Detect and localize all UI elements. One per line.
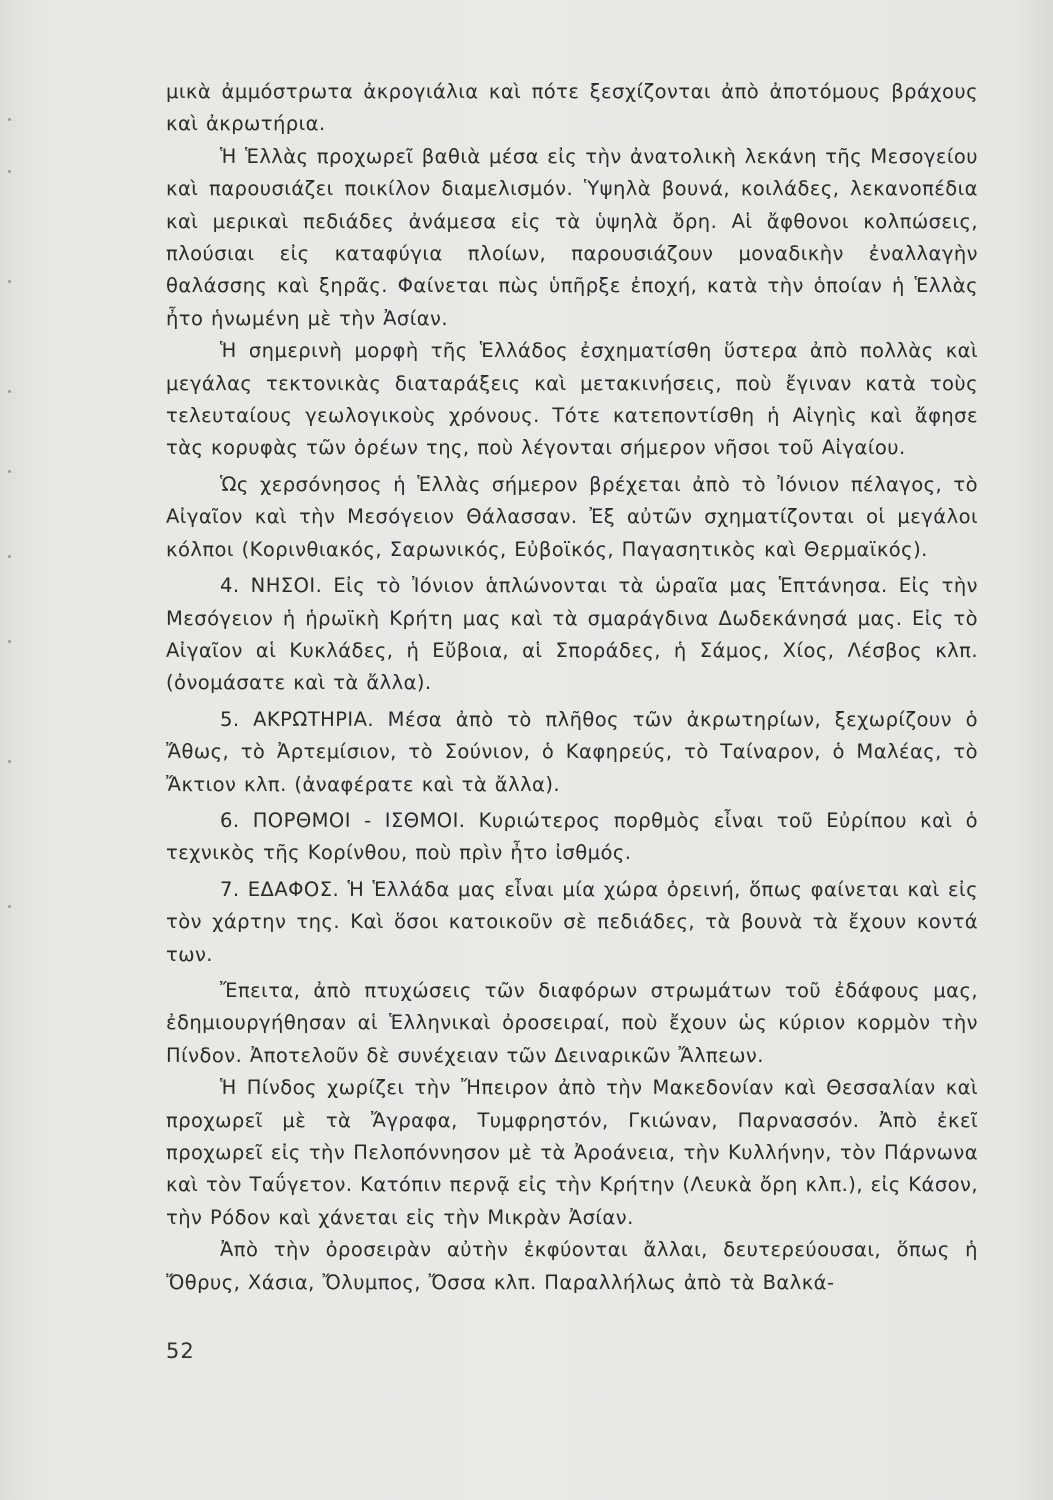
paragraph-current-form: Ἡ σημερινὴ μορφὴ τῆς Ἑλλάδος ἐσχηματίσθη ὕστερα ἀπὸ πολλὰς καὶ μεγάλας τεκτονικὰς διαταράξεις καὶ μετακινήσεις, ποὺ ἔγιναν κατὰ τοὺς τελευταίους γεωλογικοὺς χρόνους. Τότε κατεποντίσθη ἡ Αἰγηὶς καὶ ἄφησε τὰς κορυφὰς τῶν ὀρέων της, ποὺ λέγονται σήμερον νῆσοι τοῦ Αἰγαίου. — [166, 339, 978, 460]
paragraph-capes: 5. ΑΚΡΩΤΗΡΙΑ. Μέσα ἀπὸ τὸ πλῆθος τῶν ἀκρωτηρίων, ξεχωρίζουν ὁ Ἄθως, τὸ Ἀρτεμίσιον, τὸ Σούνιον, ὁ Καφηρεύς, τὸ Ταίναρον, ὁ Μαλέας, τὸ Ἄκτιον κλπ. (ἀναφέρατε καὶ τὰ ἄλλα). — [166, 707, 978, 796]
paragraph-straits-isthmuses: 6. ΠΟΡΘΜΟΙ - ΙΣΘΜΟΙ. Κυριώτερος πορθμὸς εἶναι τοῦ Εὐρίπου καὶ ὁ τεχνικὸς τῆς Κορίνθου, ποὺ πρὶν ἦτο ἰσθμός. — [166, 808, 978, 865]
paragraph-continuation: μικὰ ἀμμόστρωτα ἀκρογιάλια καὶ πότε ξεσχίζονται ἀπὸ ἀποτόμους βράχους καὶ ἀκρωτήρια. — [166, 80, 978, 136]
paragraph-islands: 4. ΝΗΣΟΙ. Εἰς τὸ Ἰόνιον ἁπλώνονται τὰ ὡραῖα μας Ἑπτάνησα. Εἰς τὴν Μεσόγειον ἡ ἡρωϊκὴ Κρήτη μας καὶ τὰ σμαράγδινα Δωδεκάνησά μας. Εἰς τὸ Αἰγαῖον αἱ Κυκλάδες, ἡ Εὔβοια, αἱ Σποράδες, ἡ Σάμος, Χίος, Λέσβος κλπ. (ὀνομάσατε καὶ τὰ ἄλλα). — [166, 574, 978, 695]
paragraph-secondary-ranges: Ἀπὸ τὴν ὀροσειρὰν αὐτὴν ἐκφύονται ἄλλαι, δευτερεύουσαι, ὅπως ἡ Ὄθρυς, Χάσια, Ὄλυμπος, Ὄσσα κλπ. Παραλλήλως ἀπὸ τὰ Βαλκά- — [166, 1238, 978, 1294]
paragraph-greece-mediterranean: Ἡ Ἑλλὰς προχωρεῖ βαθιὰ μέσα εἰς τὴν ἀνατολικὴ λεκάνη τῆς Μεσογείου καὶ παρουσιάζει ποικίλον διαμελισμόν. Ὑψηλὰ βουνά, κοιλάδες, λεκανοπέδια καὶ μερικαὶ πεδιάδες ἀνάμεσα εἰς τὰ ὑψηλὰ ὄρη. Αἱ ἄφθονοι κολπώσεις, πλούσιαι εἰς καταφύγια πλοίων, παρουσιάζουν μοναδικὴν ἐναλλαγὴν θαλάσσης καὶ ξηρᾶς. Φαίνεται πὼς ὑπῆρξε ἐποχή, κατὰ τὴν ὁποίαν ἡ Ἑλλὰς ἦτο ἡνωμένη μὲ τὴν Ἀσίαν. — [166, 144, 978, 330]
paragraph-peninsula: Ὡς χερσόνησος ἡ Ἑλλὰς σήμερον βρέχεται ἀπὸ τὸ Ἰόνιον πέλαγος, τὸ Αἰγαῖον καὶ τὴν Μεσόγειον Θάλασσαν. Ἐξ αὐτῶν σχηματίζονται οἱ μεγάλοι κόλποι (Κορινθιακός, Σαρωνικός, Εὐβοϊκός, Παγασητικὸς καὶ Θερμαϊκός). — [166, 472, 978, 561]
paragraph-terrain: 7. ΕΔΑΦΟΣ. Ἡ Ἑλλάδα μας εἶναι μία χώρα ὀρεινή, ὅπως φαίνεται καὶ εἰς τὸν χάρτην της. Καὶ ὅσοι κατοικοῦν σὲ πεδιάδες, τὰ βουνὰ τὰ ἔχουν κοντά των. — [166, 877, 978, 966]
page-number: 52 — [166, 1339, 195, 1363]
left-margin-dots — [8, 0, 14, 1500]
body-text — [166, 76, 978, 1299]
paragraph-pindus: Ἡ Πίνδος χωρίζει τὴν Ἤπειρον ἀπὸ τὴν Μακεδονίαν καὶ Θεσσαλίαν καὶ προχωρεῖ μὲ τὰ Ἄγραφα, Τυμφρηστόν, Γκιώναν, Παρνασσόν. Ἀπὸ ἐκεῖ προχωρεῖ εἰς τὴν Πελοπόννησον μὲ τὰ Ἀροάνεια, τὴν Κυλλήνην, τὸν Πάρνωνα καὶ τὸν Ταΰγετον. Κατόπιν περνᾷ εἰς τὴν Κρήτην (Λευκὰ ὄρη κλπ.), εἰς Κάσον, τὴν Ρόδον καὶ χάνεται εἰς τὴν Μικρὰν Ἀσίαν. — [166, 1076, 978, 1229]
paragraph-mountain-ranges: Ἔπειτα, ἀπὸ πτυχώσεις τῶν διαφόρων στρωμάτων τοῦ ἐδάφους μας, ἐδημιουργήθησαν αἱ Ἑλληνικαὶ ὀροσειραί, ποὺ ἔχουν ὡς κύριον κορμὸν τὴν Πίνδον. Ἀποτελοῦν δὲ συνέχειαν τῶν Δειναρικῶν Ἄλπεων. — [166, 978, 978, 1067]
